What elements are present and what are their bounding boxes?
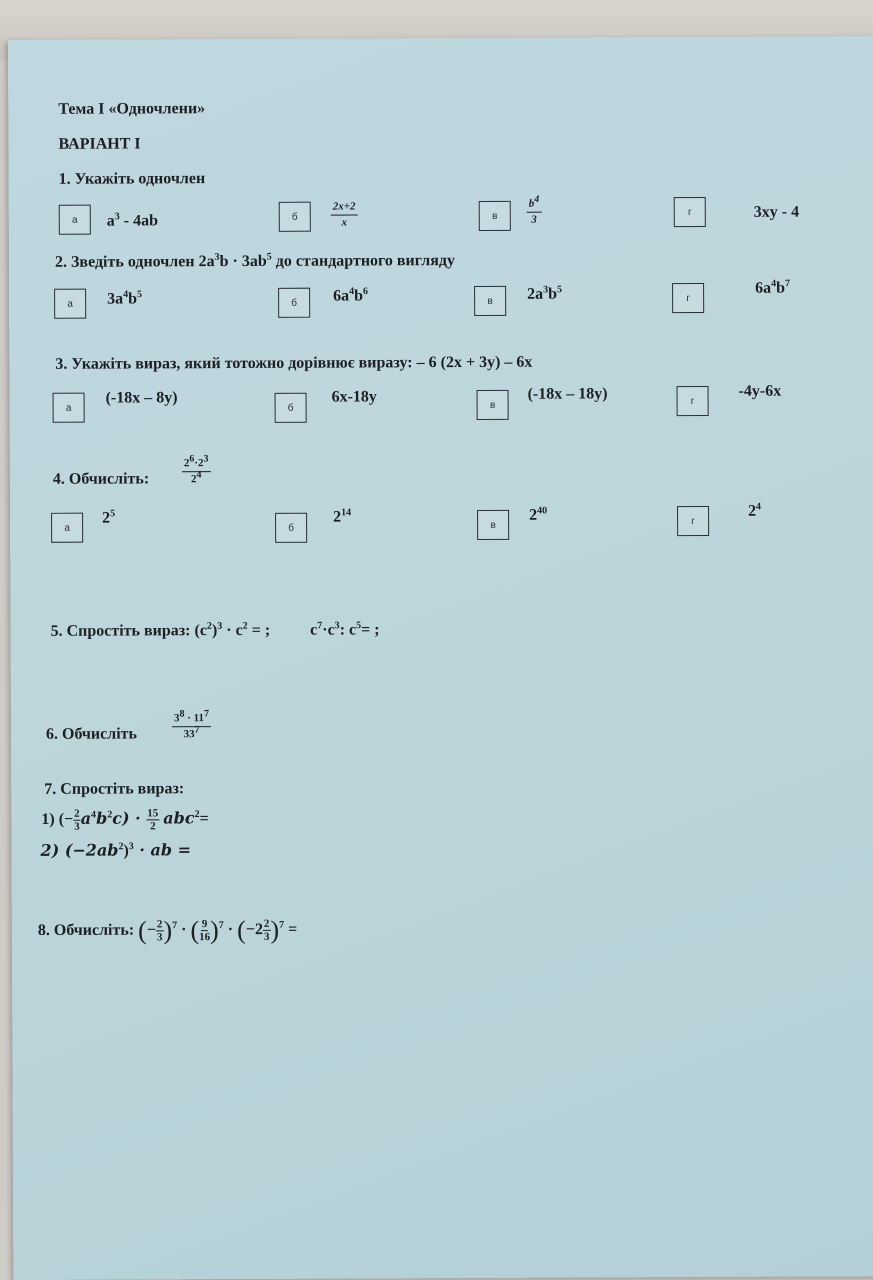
q4-option-b-text: $2^{14}$: [333, 507, 352, 526]
q2-option-c-text: $2a^3b^5$: [527, 284, 563, 303]
q4-title: 4. Обчисліть:: [52, 470, 150, 488]
q3-option-c-checkbox[interactable]: в: [477, 390, 509, 420]
q2-option-d-text: $6a^4b^7$: [755, 278, 791, 297]
q1-option-b-fraction: $\frac{2x+2}{x}$: [331, 200, 358, 229]
q1-option-d-checkbox[interactable]: г: [674, 197, 706, 227]
q7-line-1: 1) (− $\frac{2}{3}$ $a^4b^2c$) · $\frac{15}{2}$ abc$^2$=: [41, 807, 209, 833]
q3-option-b-checkbox[interactable]: б: [275, 393, 307, 423]
q4-option-a-checkbox[interactable]: а: [51, 513, 83, 543]
q4-option-c-text: $2^{40}$: [529, 505, 548, 524]
q7-line-2: 2) $(-2ab^2)^3$ · ab =: [40, 840, 192, 860]
topic-title: Тема І «Одночлени»: [58, 100, 206, 118]
q1-option-a-text: $a^3 - 4ab$: [106, 211, 159, 230]
q3-option-d-checkbox[interactable]: г: [677, 386, 709, 416]
q6-title: 6. Обчисліть: [45, 725, 137, 743]
q1-option-d-text: 3xy - 4: [753, 203, 800, 221]
q3-option-a-checkbox[interactable]: а: [53, 393, 85, 423]
q5-title: 5. Спростіть вираз: $(c^2)^3 \cdot c^2$ = ; $c^7\cdot c^3$: $c^5=$ ;: [50, 620, 380, 640]
q4-option-d-checkbox[interactable]: г: [677, 506, 709, 536]
q4-option-a-text: $2^5$: [102, 508, 116, 527]
q2-option-c-checkbox[interactable]: в: [474, 286, 506, 316]
q1-option-a-checkbox[interactable]: а: [59, 205, 91, 235]
q2-option-d-checkbox[interactable]: г: [672, 283, 704, 313]
q3-option-c-text: (-18x – 18y): [527, 385, 608, 403]
q4-option-b-checkbox[interactable]: б: [275, 513, 307, 543]
q4-expression: $\frac{2^6\cdot 2^3}{2^4}$: [182, 457, 211, 486]
q3-option-a-text: (-18x – 8y): [105, 389, 178, 407]
q7-title: 7. Спростіть вираз:: [44, 780, 185, 798]
q2-option-b-checkbox[interactable]: б: [278, 288, 310, 318]
q2-option-a-text: $3a^4b^5$: [107, 289, 143, 308]
q1-title: 1. Укажіть одночлен: [58, 170, 206, 188]
q3-option-b-text: 6x-18y: [331, 388, 377, 406]
q2-title: 2. Зведіть одночлен $2a^3b \cdot 3ab^5$ до стандартного вигляду: [54, 251, 455, 271]
q8-line: 8. Обчисліть: (− $\frac{2}{3}$ )$^7$ · ( $\frac{9}{16}$ )$^7$ · (−2 $\frac{2}{3}$ )$^7$ =: [37, 915, 298, 945]
q1-option-c-fraction: $\frac{b^4}{3}$: [527, 198, 542, 227]
q4-option-c-checkbox[interactable]: в: [477, 510, 509, 540]
q3-option-d-text: -4y-6x: [738, 382, 782, 400]
q1-option-b-checkbox[interactable]: б: [279, 202, 311, 232]
q4-option-d-text: $2^4$: [748, 501, 762, 520]
q1-option-c-checkbox[interactable]: в: [479, 201, 511, 231]
q2-option-a-checkbox[interactable]: а: [54, 289, 86, 319]
variant-title: ВАРІАНТ І: [58, 135, 141, 153]
q2-option-b-text: $6a^4b^6$: [333, 286, 369, 305]
q6-expression: $\frac{3^8 \cdot 11^7}{33^7}$: [172, 712, 211, 741]
q3-title: 3. Укажіть вираз, який тотожно дорівнює виразу: – 6 (2x + 3y) – 6x: [55, 353, 533, 373]
worksheet-paper: [8, 36, 873, 1280]
